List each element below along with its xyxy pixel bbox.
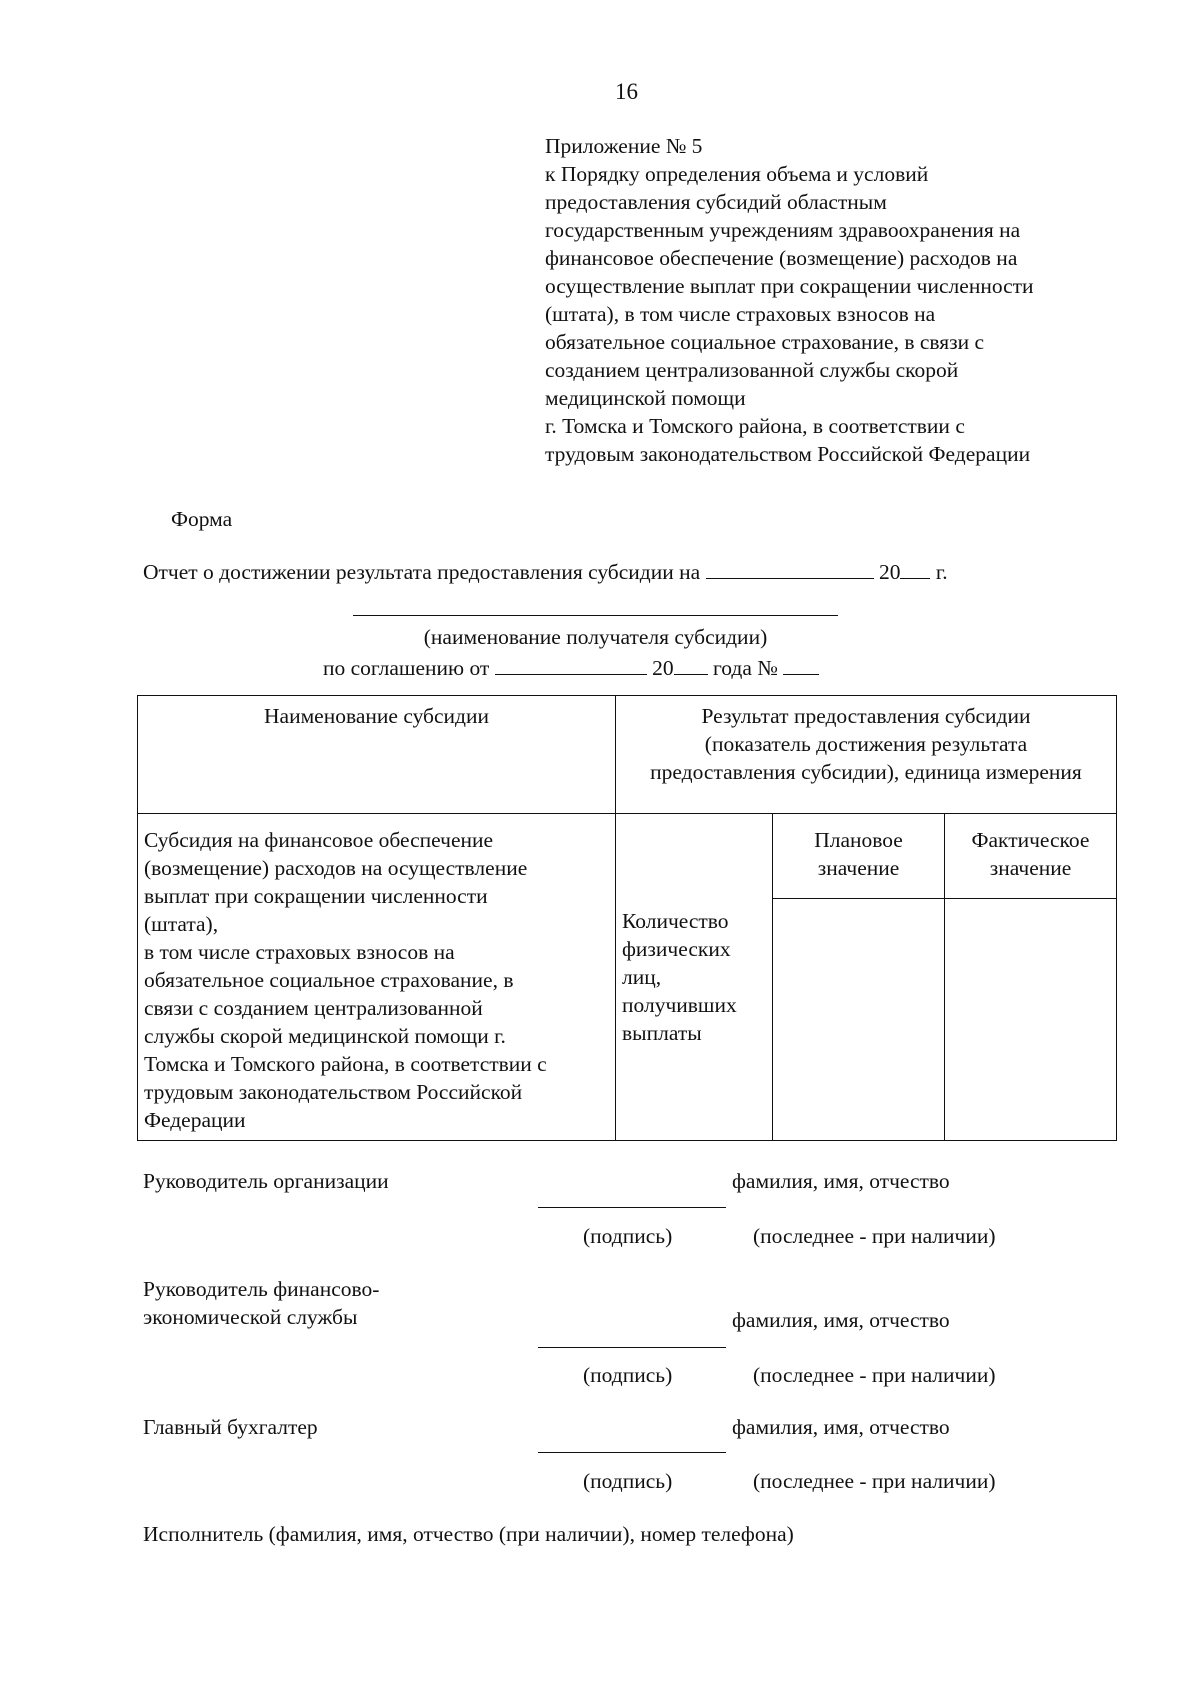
planned-value-cell[interactable]: [773, 899, 945, 1141]
signature-fio: фамилия, имя, отчество: [732, 1308, 950, 1332]
year-suffix: г.: [935, 560, 948, 584]
appendix-line: осуществление выплат при сокращении численности: [545, 274, 1034, 298]
appendix-line: медицинской помощи: [545, 386, 746, 410]
page-number: 16: [615, 79, 638, 104]
agreement-prefix: по соглашению от: [323, 656, 490, 680]
agreement-number-blank: [783, 656, 819, 675]
appendix-line: обязательное социальное страхование, в связи с: [545, 330, 985, 354]
year-blank: [900, 560, 930, 579]
report-title-text: Отчет о достижении результата предоставления субсидии на: [143, 560, 701, 584]
signature-fio: фамилия, имя, отчество: [732, 1169, 950, 1193]
agreement-suffix: года №: [712, 656, 778, 680]
subsidy-name-cell: Субсидия на финансовое обеспечение (возмещение) расходов на осуществление выплат при сокращении численности (штата), в том числе страховых взносов на обязательное социальное страхование, в связи с созданием централизованной службы скорой медицинской помощи г. Томска и Томского района, в соответствии с трудовым законодательством Российской Федерации: [138, 814, 616, 1141]
appendix-line: (штата), в том числе страховых взносов на: [545, 302, 936, 326]
signature-role: Руководитель финансово- экономической службы: [143, 1277, 380, 1329]
date-blank: [706, 560, 874, 579]
report-title: [143, 558, 948, 586]
appendix-line: предоставления субсидий областным: [545, 190, 887, 214]
appendix-line: созданием централизованной службы скорой: [545, 358, 959, 382]
year-prefix: 20: [878, 560, 901, 584]
appendix-line: к Порядку определения объема и условий: [545, 162, 929, 186]
header-planned: Плановое значение: [773, 814, 945, 899]
recipient-caption: (наименование получателя субсидии): [423, 625, 768, 649]
appendix-line: г. Томска и Томского района, в соответствии с: [545, 414, 965, 438]
fio-caption: (последнее - при наличии): [753, 1363, 996, 1387]
signature-role: Главный бухгалтер: [143, 1415, 318, 1439]
actual-value-cell[interactable]: [945, 899, 1117, 1141]
indicator-cell: Количество физических лиц, получивших выплаты: [616, 814, 773, 1141]
form-label: Форма: [171, 507, 233, 531]
signature-line: [538, 1452, 726, 1453]
fio-caption: (последнее - при наличии): [753, 1224, 996, 1248]
signature-line: [538, 1207, 726, 1208]
executor-line: Исполнитель (фамилия, имя, отчество (при наличии), номер телефона): [143, 1522, 794, 1546]
signature-caption: (подпись): [583, 1363, 673, 1387]
signature-role: Руководитель организации: [143, 1169, 389, 1193]
agreement-year: 20: [652, 656, 674, 680]
signature-line: [538, 1347, 726, 1348]
agreement-date-blank: [495, 656, 647, 675]
results-table: [137, 695, 1117, 1141]
appendix-line: финансовое обеспечение (возмещение) расходов на: [545, 246, 1018, 270]
signature-fio: фамилия, имя, отчество: [732, 1415, 950, 1439]
signature-caption: (подпись): [583, 1469, 673, 1493]
header-actual: Фактическое значение: [945, 814, 1117, 899]
appendix-line: государственным учреждениям здравоохранения на: [545, 218, 1021, 242]
agreement-year-blank: [674, 656, 708, 675]
header-result: Результат предоставления субсидии (показатель достижения результата предоставления субсидии), единица измерения: [616, 696, 1117, 814]
signature-caption: (подпись): [583, 1224, 673, 1248]
header-subsidy-name: Наименование субсидии: [138, 696, 616, 814]
recipient-line: [353, 615, 838, 616]
fio-caption: (последнее - при наличии): [753, 1469, 996, 1493]
appendix-block: [545, 132, 1034, 468]
appendix-title: Приложение № 5: [545, 134, 703, 158]
appendix-line: трудовым законодательством Российской Федерации: [545, 442, 1031, 466]
agreement-line: [323, 654, 819, 682]
